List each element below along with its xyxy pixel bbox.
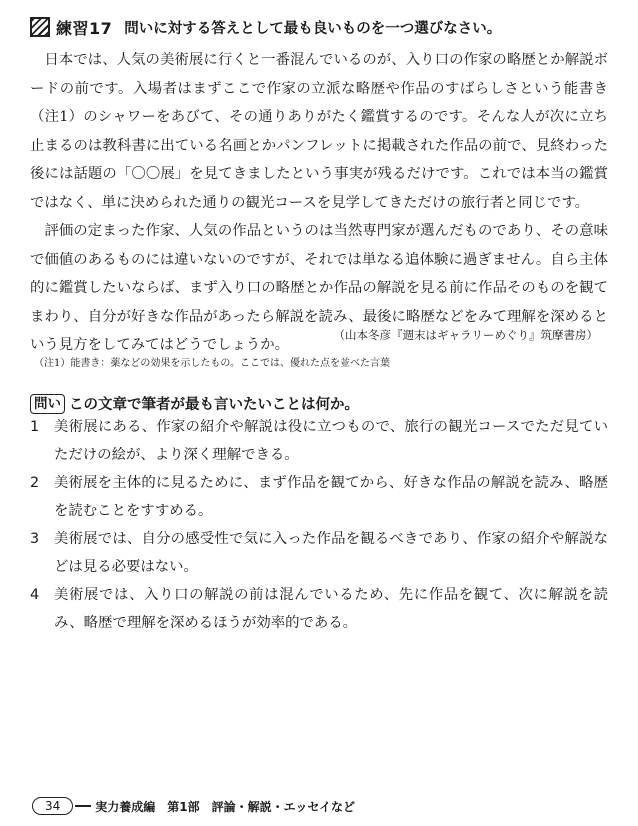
page-number: 34 [32, 797, 73, 815]
exercise-header [30, 15, 501, 39]
passage-paragraph-1: 日本では、人気の美術展に行くと一番混んでいるのが、入り口の作家の略歴とか解説ボードの前です。入場者はまずここで作家の立派な略歴や作品のすばらしさという能書き（注1）のシャワーをあびて、その通りありがたく鑑賞するのです。そんな人が次に立ち止まるのは教科書に出ている名画とかパンフレットに掲載された作品の前で、見終わった後には話題の「〇〇展」を見てきましたという事実が残るだけです。これでは本当の鑑賞ではなく、単に決められた通りの観光コースを見学してきただけの旅行者と同じです。 [30, 52, 608, 211]
choice-item [30, 469, 608, 525]
source-citation: （山本冬彦『週末はギャラリーめぐり』筑摩書房） [333, 328, 598, 342]
choice-list [30, 413, 608, 637]
choice-item [30, 525, 608, 581]
choice-number: 1 [30, 419, 40, 435]
choice-text: 美術展を主体的に見るために、まず作品を観てから、好きな作品の解説を読み、略歴を読むことをすすめる。 [54, 475, 608, 519]
passage-paragraph-2: 評価の定まった作家、人気の作品というのは当然専門家が選んだものであり、その意味で価値のあるものには違いないのですが、それでは単なる追体験に過ぎません。自ら主体的に鑑賞したいならば、まず入り口の略歴とか作品の解説を見る前に作品そのものを観てまわり、自分が好きな作品があったら解説を読み、最後に略歴などをみて理解を深めるという見方をしてみてはどうでしょうか。 [30, 223, 608, 353]
footer-divider [75, 805, 91, 806]
question-text: この文章で筆者が最も言いたいことは何か。 [69, 397, 359, 413]
question-badge: 問い [30, 394, 65, 414]
choice-number: 3 [30, 531, 40, 547]
page-footer [32, 797, 355, 815]
choice-text: 美術展では、自分の感受性で気に入った作品を観るべきであり、作家の紹介や解説などは見る必要はない。 [54, 531, 608, 575]
question-header [30, 393, 359, 414]
choice-item [30, 581, 608, 637]
exercise-mark-icon [30, 17, 50, 37]
footer-section-title: 実力養成編 第1部 評論・解説・エッセイなど [95, 799, 356, 814]
choice-text: 美術展では、入り口の解説の前は混んでいるため、先に作品を観て、次に解説を読み、略歴で理解を深めるほうが効率的である。 [54, 587, 608, 631]
choice-text: 美術展にある、作家の紹介や解説は役に立つもので、旅行の観光コースでただ見ていただけの絵が、より深く理解できる。 [54, 419, 608, 463]
passage [30, 46, 608, 360]
footnote: （注1）能書き：薬などの効果を示したもの。ここでは、優れた点を並べた言葉 [34, 358, 390, 369]
exercise-label: 練習17 [56, 18, 113, 38]
choice-item [30, 413, 608, 469]
exercise-instruction: 問いに対する答えとして最も良いものを一つ選びなさい。 [124, 20, 502, 37]
choice-number: 2 [30, 475, 40, 491]
choice-number: 4 [30, 587, 40, 603]
